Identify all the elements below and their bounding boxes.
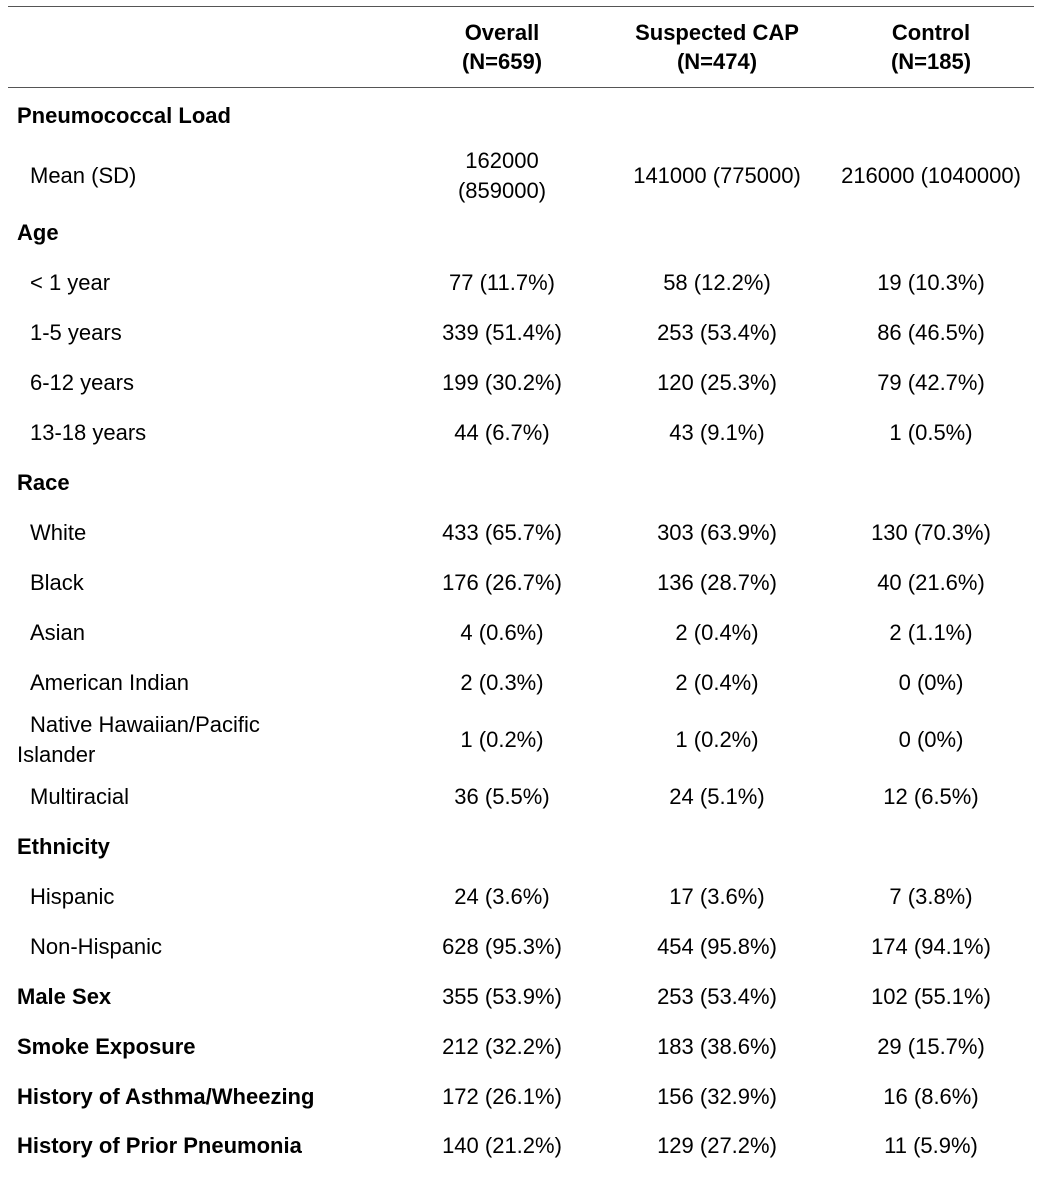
cell-overall (398, 88, 606, 144)
row-label: Mean (SD) (30, 162, 137, 188)
cell-overall: 339 (51.4%) (442, 319, 562, 345)
header-cell-suspected-cap (606, 7, 828, 88)
cell-suspected-cap: 303 (63.9%) (657, 519, 777, 545)
header-overall-n: (N=659) (461, 49, 543, 74)
cell-suspected-cap: 156 (32.9%) (657, 1083, 777, 1109)
cell-suspected-cap: 1 (0.2%) (675, 726, 759, 752)
table-row (8, 922, 1034, 972)
cell-suspected-cap: 2 (0.4%) (675, 619, 759, 645)
cell-control: 102 (55.1%) (871, 983, 991, 1009)
cell-suspected-cap: 136 (28.7%) (657, 569, 777, 595)
cell-suspected-cap (606, 208, 828, 258)
table-row (8, 822, 1034, 872)
header-row (8, 7, 1034, 88)
cell-control (828, 88, 1034, 144)
header-cell-label (8, 7, 398, 88)
table-row (8, 1072, 1034, 1122)
cell-overall (398, 208, 606, 258)
row-label: < 1 year (30, 269, 111, 295)
row-label: Smoke Exposure (17, 1033, 196, 1059)
cell-suspected-cap: 24 (5.1%) (669, 783, 765, 809)
table-row (8, 258, 1034, 308)
cell-control: 7 (3.8%) (889, 883, 973, 909)
cell-control: 130 (70.3%) (871, 519, 991, 545)
cell-overall (398, 144, 606, 208)
table-row (8, 772, 1034, 822)
row-label: 1-5 years (30, 319, 122, 345)
table-row (8, 658, 1034, 708)
cell-suspected-cap: 141000 (775000) (633, 162, 801, 188)
row-label: Pneumococcal Load (17, 102, 231, 128)
cell-suspected-cap: 454 (95.8%) (657, 933, 777, 959)
cell-overall: 2 (0.3%) (460, 669, 544, 695)
row-label-line-2: Islander (17, 741, 96, 767)
cell-overall: 172 (26.1%) (442, 1083, 562, 1109)
cell-control: 216000 (1040000) (841, 162, 1021, 188)
table-row (8, 872, 1034, 922)
header-suspected-cap-name: Suspected CAP (635, 20, 799, 45)
cell-control (828, 458, 1034, 508)
row-label: Ethnicity (17, 833, 110, 859)
table-row (8, 708, 1034, 772)
cell-control: 0 (0%) (898, 669, 964, 695)
cell-control: 16 (8.6%) (883, 1083, 979, 1109)
cell-suspected-cap: 2 (0.4%) (675, 669, 759, 695)
table-header (8, 7, 1034, 88)
table-row (8, 308, 1034, 358)
row-label (8, 708, 398, 772)
row-label: History of Prior Pneumonia (17, 1132, 302, 1158)
cell-suspected-cap: 253 (53.4%) (657, 983, 777, 1009)
cell-overall: 176 (26.7%) (442, 569, 562, 595)
cell-control: 40 (21.6%) (877, 569, 985, 595)
row-label: Asian (30, 619, 86, 645)
table-row (8, 408, 1034, 458)
table-row (8, 144, 1034, 208)
cell-suspected-cap (606, 822, 828, 872)
row-label: History of Asthma/Wheezing (17, 1083, 315, 1109)
row-label: White (30, 519, 87, 545)
cell-suspected-cap: 253 (53.4%) (657, 319, 777, 345)
cell-suspected-cap: 17 (3.6%) (669, 883, 765, 909)
header-cell-overall (398, 7, 606, 88)
cell-suspected-cap: 183 (38.6%) (657, 1033, 777, 1059)
table-row (8, 458, 1034, 508)
table-row (8, 1022, 1034, 1072)
cell-overall (398, 822, 606, 872)
row-label: 6-12 years (30, 369, 134, 395)
cell-control: 0 (0%) (898, 726, 964, 752)
cell-overall: 140 (21.2%) (442, 1132, 562, 1158)
row-label: American Indian (30, 669, 189, 695)
cell-control: 19 (10.3%) (877, 269, 985, 295)
table-row (8, 358, 1034, 408)
cell-control: 12 (6.5%) (883, 783, 979, 809)
cell-suspected-cap (606, 88, 828, 144)
row-label: Non-Hispanic (30, 933, 163, 959)
cell-control: 29 (15.7%) (877, 1033, 985, 1059)
header-cell-control (828, 7, 1034, 88)
cell-suspected-cap (606, 458, 828, 508)
header-control-name: Control (891, 20, 971, 45)
cell-suspected-cap: 129 (27.2%) (657, 1132, 777, 1158)
row-label: 13-18 years (30, 419, 147, 445)
cell-overall-line-2: (859000) (457, 177, 547, 203)
cell-overall: 24 (3.6%) (454, 883, 550, 909)
cell-control (828, 208, 1034, 258)
table-row (8, 558, 1034, 608)
table-row (8, 608, 1034, 658)
table-body (8, 88, 1034, 1172)
row-label: Multiracial (30, 783, 130, 809)
cell-overall: 36 (5.5%) (454, 783, 550, 809)
cell-control: 86 (46.5%) (877, 319, 985, 345)
cell-overall: 355 (53.9%) (442, 983, 562, 1009)
cell-control: 1 (0.5%) (889, 419, 973, 445)
cell-suspected-cap: 43 (9.1%) (669, 419, 765, 445)
cell-control: 79 (42.7%) (877, 369, 985, 395)
table-row (8, 972, 1034, 1022)
row-label: Hispanic (30, 883, 115, 909)
header-control-n: (N=185) (890, 49, 972, 74)
row-label-line-1: Native Hawaiian/Pacific (30, 711, 260, 737)
cell-overall: 628 (95.3%) (442, 933, 562, 959)
cell-control: 2 (1.1%) (889, 619, 973, 645)
cell-control: 11 (5.9%) (884, 1132, 978, 1158)
cell-suspected-cap: 58 (12.2%) (663, 269, 771, 295)
table-row (8, 508, 1034, 558)
cell-suspected-cap: 120 (25.3%) (657, 369, 777, 395)
cell-overall: 1 (0.2%) (460, 726, 544, 752)
row-label: Age (17, 219, 59, 245)
table-row (8, 1122, 1034, 1172)
cell-overall: 44 (6.7%) (454, 419, 550, 445)
row-label: Male Sex (17, 983, 112, 1009)
cell-control (828, 822, 1034, 872)
header-overall-name: Overall (464, 20, 540, 45)
cell-overall (398, 458, 606, 508)
row-label: Race (17, 469, 70, 495)
table-row (8, 88, 1034, 144)
cell-control: 174 (94.1%) (871, 933, 991, 959)
cell-overall: 199 (30.2%) (442, 369, 562, 395)
cell-overall: 212 (32.2%) (442, 1033, 562, 1059)
cell-overall: 4 (0.6%) (460, 619, 544, 645)
row-label: Black (30, 569, 84, 595)
header-suspected-cap-n: (N=474) (676, 49, 758, 74)
summary-table (8, 6, 1034, 1172)
table-row (8, 208, 1034, 258)
cell-overall-line-1: 162000 (465, 147, 539, 173)
cell-overall: 77 (11.7%) (449, 269, 555, 295)
cell-overall: 433 (65.7%) (442, 519, 562, 545)
